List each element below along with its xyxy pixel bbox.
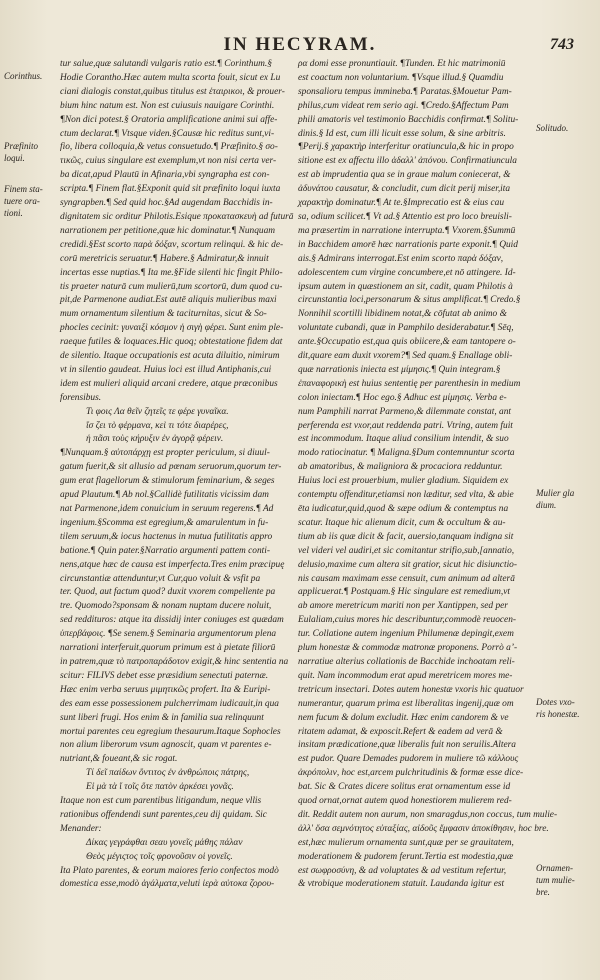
text-line: scatur. Itaque hic alienum dicit, cum & occultum & au- [298,517,506,528]
verse-line: ἴσ ζει τὸ φέρμανα, κεὶ τι τότε διαρέρες, [86,420,229,431]
margin-note-line: tioni. [4,208,23,218]
margin-note-corinthus: Corinthus. [4,71,43,81]
text-line: tur. Collatione autem ingenium Philumenæ depingit,exem [298,629,514,640]
margin-note-finem [4,183,56,219]
verse-line: Τί δεῖ παίδων ὄντιτος ἐν ἀνθρώποις πάτρης, [86,768,250,779]
text-line: scitur: FILIVS debet esse præsidium senectuti paternæ. [60,670,269,681]
text-line: sitione est ex affectu illo ἀδαλλ' ἀπόνου. Confirmatiuncula [298,156,517,167]
text-line: moderationem & pudorem ferunt.Tertia est modestia,quæ [298,851,514,862]
text-line: ἀδυνάτου causatur, & concludit, cum dicit perij miser,ita [298,184,511,195]
text-line: & vtrobique moderationem statuit. Laudanda igitur est [298,879,505,890]
text-line: tis praeter naturā cum mulierū,tum scortorū, dum quod cu- [60,281,283,292]
verse-line: Τι φοις Λα θεῖν ζητεῖς τε φέρε γυναῖκα. [86,406,229,417]
text-line: Hodie Corantho.Hæc autem multa scorta fouit, sicut ex Lu [60,72,281,83]
text-line: tretricum insectari. Dotes autem honestæ vxoris hic quatuor [298,684,524,695]
text-line: est incommodum. Itaque aliud consilium intendit, & suo [298,434,509,445]
text-line: ἀλλ' ὅσα σεμνότητος εὐταξίας, αἰδοῦς ἔμφασιν ἀποκίθησιν, hoc bre. [298,823,549,834]
text-line: forensibus. [60,392,102,403]
text-line: est σωφροσύνη, & ad voluptates & ad vestitum refertur, [298,865,507,876]
text-line: Itaque non est cum parentibus litigandum, neque vllis [60,796,262,807]
text-line: est pudor. Quare Demades pudorem in muliere τῶ κάλλους [298,754,519,765]
text-line: philus,cum videat rem serio agi. ¶Credo.§Affectum Pam [298,100,509,111]
text-line: ἀκρόπολιν, hoc est,arcem pulchritudinis & formæ esse dice- [298,768,524,779]
margin-note-ornamentum [536,862,596,898]
margin-note-line: bre. [536,887,550,897]
text-line: sa, odium scilicet.¶ Vt ad.§ Attentio est pro loco breuisli- [298,211,512,222]
text-line: ingenium.§Scomma est egregium,& amarulentum in fu- [60,517,269,528]
text-line: tilem seruum,& iocus hactenus in mutua futilitatis appro [60,531,273,542]
text-line: mortui parentes ceu egregium thesaurum.Itaque Sophocles [60,726,281,737]
margin-note-line: loqui. [4,153,25,163]
text-line: quod ornat,ornat autem quod honestiorem mulierem red- [298,796,512,807]
margin-note-line: Dotes vxo- [536,697,575,707]
text-line: nutriant,& foueant,& sic rogat. [60,754,178,765]
text-line: ρα domi esse pronuntiauit. ¶Tunden. Et hic matrimoniū [298,59,506,69]
text-line: in patrem,quæ τὸ πατροπαράδοτον exigit,& hinc sententia na [60,656,289,667]
text-line: syngrapben.¶ Sed quid hoc.§Ad augendam Bacchidis in- [60,198,273,209]
text-line: dit,quare eam duxit vxorem?¶ Sed quam.§ Enallage obli- [298,351,513,362]
text-line: Menander: [60,823,102,834]
text-line: est ab imprudentia qua se in graue malum coniecerat, & [298,170,511,181]
text-line: quæ narrationis iniecta est μίμησις.¶ Quin integram.§ [298,364,501,375]
text-line: ma præsertim in narratione interrupta.¶ Vxorem.§Summū [298,225,516,236]
margin-note-dotes [536,696,596,720]
text-line: applicuerat.¶ Postquam.§ Hic singulare est remedium,vt [298,587,510,598]
text-line: mum ornamentum silentium & taciturnitas, sicut & So- [60,309,267,320]
text-line: rationibus offendendi sunt parentes,ceu dij quidam. Sic [60,809,267,820]
text-line: perferenda est vxor,aut reddenda patri. Vtring, autem fuit [298,420,513,431]
margin-note-line: dium. [536,500,557,510]
text-line: Ita Plato parentes, & eorum maiores ferio confectos modò [60,865,279,876]
text-line: scripta.¶ Finem flat.§Exponit quid sit præfinito loqui iuxta [60,184,281,195]
text-line: ab amatoribus, & maligniora & procaciora redduntur. [298,462,503,473]
text-line: adolescentem cum virgine concumbere,et nō attingere. Id- [298,267,516,278]
text-line: colon iniectam.¶ Hoc ego.§ Adhuc est μίμησις. Verba e- [298,392,507,403]
verse-line: Εἰ μὰ τὰ ἴ τοῖς ὅτε πατὸν ἀρκέσει γονᾶς. [86,782,234,793]
text-line: ὑπερβάφοις. ¶Se senem.§ Seminaria argumentorum plena [60,629,277,640]
text-line: circunstantiæ attenduntur,vt Cur,quo voluit & vsfit pa [60,573,261,584]
text-line: ba dicat,apud Plautū in Afinaria,vbi syngrapha est con- [60,170,270,181]
margin-note-solitudo: Solitudo. [536,123,569,133]
text-line: Huius loci est prouerbium, mulier gladium. Siquidem ex [298,476,509,487]
text-line: Nonnihil scortilli libidinem notat,& cōfutat ab animo & [298,309,507,320]
text-line: est coactum non voluntarium. ¶Vsque illud.§ Quamdiu [298,72,504,83]
text-line: est,hæc mulierum ornamenta sunt,quæ per se grauitatem, [298,837,514,848]
verse-line: Δίκας γεγράφθαι σεαυ γονεῖς μάθης πάλαν [86,837,243,848]
text-line: gum erat flagellorum & stimulorum feminarium, & seges [60,476,275,487]
margin-note-line: tum mulie- [536,875,575,885]
text-line: idem est mulieri aliquid arcani credere, atque præconibus [60,378,278,389]
text-line: nat Parmenone,idem conuicium in seruum regerens.¶ Ad [60,504,274,514]
verse-line: Θεὸς μέγιςτος τοῖς φρονοῦσιν οἱ γονεῖς. [86,851,233,862]
text-line: batione.¶ Quin pater.§Narratio argumenti pattem conti- [60,545,271,556]
text-line: dinis.§ Id est, cum illi licuit esse solum, & sine arbitris. [298,128,506,139]
text-line: ēta iudicatur,quid,quod & sæpe odium & contemptus na [298,504,509,514]
text-line: incertas esse nuptias.¶ Ita me.§Fide silenti hic fingit Philo- [60,267,283,278]
text-line: vt in silentio gaudeat. Huius loci est illud Antiphanis,cui [60,364,272,375]
text-line: Hæc enim verba seruus μιμητικῶς profert. Ita & Euripi- [60,684,271,695]
text-line: delusio,maxime cum altera sit gratior, sicut hic disiunctio- [298,559,517,570]
text-line: corū meretricis seruatur.¶ Habere.§ Admiratur,& innuit [60,253,269,264]
text-line: vel videri vel audiri,et sic comitantur strifio,sub,[annatio, [298,545,515,556]
text-line: quit. Nam incommodum erat apud meretricem mores me- [298,670,513,681]
text-line: nem fucum & dolum excludit. Hæc enim candorem & ve [298,712,509,723]
text-line: tre. Quomodo?sponsam & nonam nuptam ducere noluit, [60,601,272,612]
text-line: narrationi interferuit,quorum primum est à pietate filiorū [60,643,276,654]
text-line: plum honestæ & commodæ matronæ proponens. Porrò aʼ- [298,643,518,654]
text-line: voluntate cubandi, quæ in Pamphilo desiderabatur.¶ Sēq, [298,323,514,334]
text-line: sunt liberi frugi. Hos enim & in familia sua relinquunt [60,712,264,723]
margin-note-prefinito [4,140,56,164]
text-line: ter. Quod, aut factum quod? duxit vxorem compellente pa [60,587,276,598]
margin-note-line: Finem sta- [4,184,43,194]
left-text-column [60,58,292,978]
text-line: numerantur, quarum prima est liberalitas ingenij,quæ om [298,698,514,709]
text-line: fio, libera colloquia,& vetus consuetudo.¶ Præfinito.§ σο- [60,142,278,153]
text-line: non alium liberorum vsum agnoscit, quam vt parentes e- [60,740,272,751]
text-line: nis causam maximam esse censuit, cum animum ad alterā [298,573,515,584]
text-line: tium ab iis quæ dicit & facit, auersio,tanquam indigna sit [298,531,514,542]
text-line: ¶Nunquam.§ αὐτοπάρχῃ est propter periculum, si diuul- [60,448,270,459]
verse-line: ἡ πᾶσι τοὺς κήρυξιν ἐν ἀγορᾷ φέρειν. [86,434,224,445]
text-line: de silentio. Itaque occupationis est acuta diluitio, nimirum [60,351,280,362]
text-line: contemptu offenditur,etiamsi non læditur, sed vlta, & abie [298,490,514,501]
text-line: bat. Sic & Crates dicere solitus erat ornamentum esse id [298,782,511,793]
text-line: num Pamphili narrat Parmeno,& dilemmate constat, ant [298,406,512,417]
text-line: insitam prædicatione,quæ liberalis fuit non seruilis.Altera [298,740,516,751]
text-line: sponsalioru tempus immineba.¶ Paratas.§Mouetur Pam- [298,86,512,97]
text-line: raeque futiles & loquaces.Hic quoq; obtestatione fidem dat [60,337,283,348]
margin-note-line: Præfinito [4,141,39,151]
text-line: sed reddituros: atque ita dissidij inter coniuges est quædam [60,615,284,626]
text-line: ἐπαναφορικὴ est huius sententię per parenthesin in medium [298,378,521,389]
text-line: narrationem per petitione,quæ hic dominatur.¶ Nunquam [60,225,276,236]
text-line: circunstantia loci,personarum & situs amplificat.¶ Credo.§ [298,295,521,306]
margin-note-line: Ornamen- [536,863,573,873]
margin-note-line: tuere ora- [4,196,40,206]
text-line: dit. Reddit autem non aurum, non smaragdus,non coccus, tum mulie- [298,809,558,820]
page-number: 743 [550,36,574,53]
text-line: Eulaliam,cuius mores hic describuntur,commodè reuocen- [298,615,517,626]
text-line: χαρακτὴρ dominatur.¶ At te.§Imprecatio est & eius cau [298,198,505,209]
text-line: ais.§ Admirans interrogat.Est enim scorto παρὰ δόξαν, [298,253,504,264]
text-line: modo ratiocinatur. ¶ Maligna.§Dum contemnuntur scorta [298,448,515,459]
text-line: ipsum autem in quæstionem an sit, cadit, quam Philotis à [298,281,513,292]
text-line: ab amore meretricum mariti non per Xantippen, sed per [298,601,508,612]
text-line: pit,de Parmenone audiat.Est autē aliquis mulieribus maxi [60,295,277,306]
text-line: credidi.§Est scorto παρὰ δόξαν, scortum relinqui. & hic de- [60,239,284,250]
margin-note-line: Mulier gla [536,488,575,498]
text-line: ¶Perij.§ χαρακτὴρ interferitur oratiuncula,& hic in propo [298,142,514,153]
margin-note-mulier-gladium [536,487,596,511]
text-line: phili amatoris vel testimonio Bacchidis confirmat.¶ Solitu- [298,114,519,125]
margin-note-line: ris honestæ. [536,709,580,719]
text-line: τικῶς, cuius singulare est exemplum,vt non nisi certa ver- [60,156,277,167]
text-line: des eam esse possessionem pulcherrimam iudicauit,in qua [60,698,279,709]
text-line: ante.§Occupatio est,qua quis obiicere,& eam tantopere o- [298,337,516,348]
text-line: gatum fuerit,& sit allusio ad pœnam seruorum,quorum ter- [60,462,282,473]
running-title: IN HECYRAM. [223,34,377,55]
text-line: ctum declarat.¶ Vtsque viden.§Causæ hic reditus sunt,vi- [60,128,275,139]
text-line: dignitatem sic orditur Philotis.Esique προκατασκευὴ ad futurā [60,211,294,222]
text-line: ¶Non dici potest.§ Oratoria amplificatione animi sui affe- [60,114,278,125]
text-line: tur salue,quæ salutandi vulgaris ratio est.¶ Corinthum.§ [60,59,272,69]
text-line: ciani dialogis constat,quibus titulus est ἑταιρικοι, & prouer- [60,86,285,97]
text-line: apud Plautum.¶ Ab nol.§Callidè futilitatis vicissim dam [60,490,269,501]
text-line: phocles cecinit: γυναιξὶ κόσμον ἡ σιγὴ φέρει. Sunt enim ple- [60,323,284,334]
text-line: ritatem adamat, & exposcit.Refert & eadem ad verā & [298,726,503,737]
text-line: bium hinc natum est. Non est cuiusuis nauigare Corinthi. [60,100,275,111]
text-line: narratiue alterius collationis de Bacchide inchoatam reli- [298,656,515,667]
text-line: in Bacchidem amorē hæc narrationis parte exponit.¶ Quid [298,239,518,250]
text-line: domestica esse,modò ἀγάλματα,veluti ἱερὰ αὐτοκα ζορου- [60,879,275,890]
page-header [0,34,600,56]
text-line: nens,atque hæc de causa est imperfecta.Tres enim præcipuę [60,559,285,570]
